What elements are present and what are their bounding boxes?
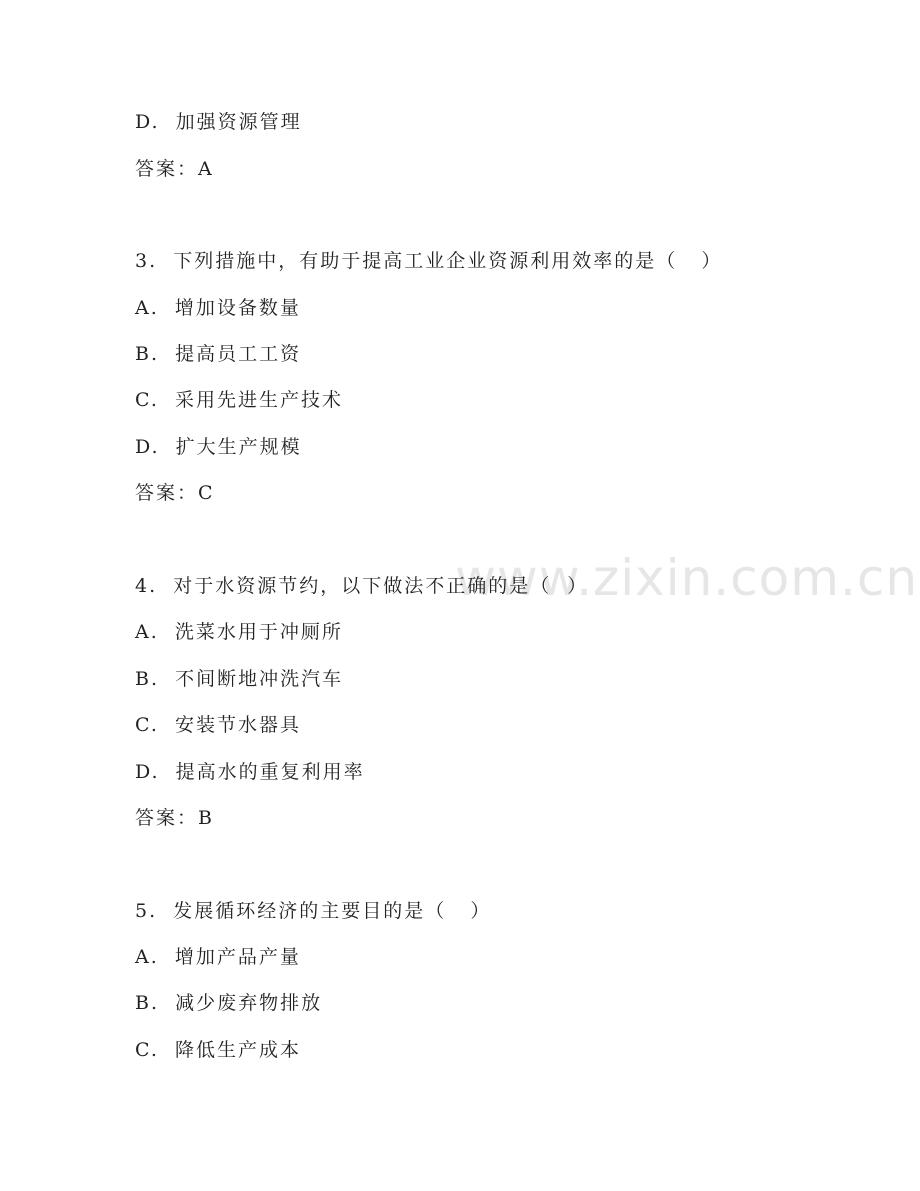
question-3-option-c: C. 采用先进生产技术 [135,389,343,411]
question-4-option-b: B. 不间断地冲洗汽车 [135,668,344,690]
question-4-option-a: A. 洗菜水用于冲厕所 [135,621,343,643]
question-4-option-c: C. 安装节水器具 [135,714,301,736]
question-5-stem: 5. 发展循环经济的主要目的是（ ） [135,900,492,922]
question-2-answer: 答案：A [135,158,214,180]
question-3-option-b: B. 提高员工工资 [135,343,302,365]
question-4-option-d: D. 提高水的重复利用率 [135,761,365,783]
question-2-option-d: D. 加强资源管理 [135,111,302,133]
watermark: www.zixin.com.cn [455,549,919,607]
question-3-answer: 答案：C [135,482,215,504]
question-5-option-a: A. 增加产品产量 [135,946,301,968]
question-3-option-a: A. 增加设备数量 [135,297,301,319]
question-4-stem: 4. 对于水资源节约，以下做法不正确的是（ ） [135,575,589,597]
question-5-option-c: C. 降低生产成本 [135,1039,301,1061]
question-3-option-d: D. 扩大生产规模 [135,436,302,458]
question-3-stem: 3. 下列措施中，有助于提高工业企业资源利用效率的是（ ） [135,250,723,272]
question-5-option-b: B. 减少废弃物排放 [135,992,323,1014]
question-4-answer: 答案：B [135,807,214,829]
